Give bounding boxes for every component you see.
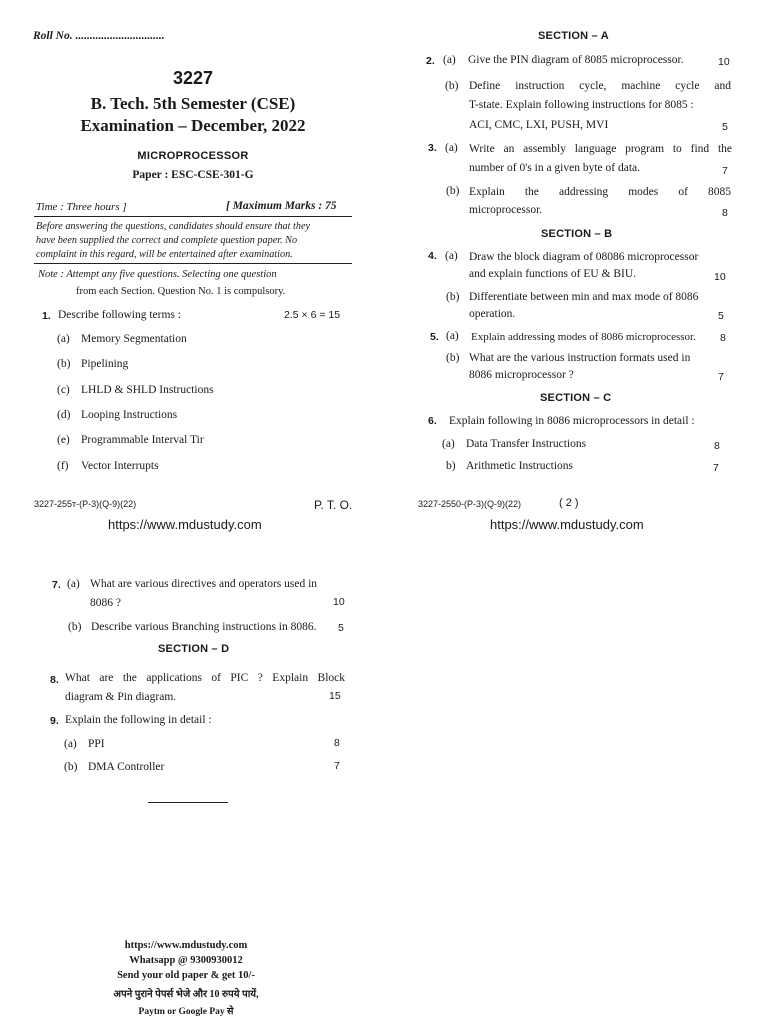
q9a-text: PPI <box>88 738 105 750</box>
q8-line2: diagram & Pin diagram. <box>65 691 177 703</box>
q7b-marks: 5 <box>338 622 344 634</box>
q2a-text: Give the PIN diagram of 8085 microprocessor. <box>468 54 684 66</box>
q1-text: Describe following terms : <box>58 309 181 321</box>
q7a-line2: 8086 ? <box>90 597 121 609</box>
list-item: (c) LHLD & SHLD Instructions <box>57 384 214 396</box>
left-footer-code: 3227-255т-(P-3)(Q-9)(22) <box>34 499 137 509</box>
q3b-label: (b) <box>446 185 460 197</box>
q6b-text: Arithmetic Instructions <box>466 460 573 472</box>
q5-number: 5. <box>430 331 439 343</box>
q7b-label: (b) <box>68 621 82 633</box>
time-label: Time : Three hours ] <box>36 201 127 213</box>
q6b-label: b) <box>446 460 456 472</box>
q3-number: 3. <box>428 142 437 154</box>
subject-title: MICROPROCESSOR <box>137 150 249 162</box>
note-line1: Note : Attempt any five questions. Selecting one question <box>38 269 277 280</box>
paper-code: 3227 <box>172 68 214 88</box>
q6a-text: Data Transfer Instructions <box>466 438 587 450</box>
section-c-heading: SECTION – C <box>540 392 612 404</box>
q9a-label: (a) <box>64 738 77 750</box>
q8-marks: 15 <box>329 690 341 702</box>
q4b-line1: Differentiate between min and max mode of 8086 <box>469 291 699 303</box>
promo-hindi: अपने पुराने पेपर्स भेजे और 10 रुपये पायें, <box>113 989 259 1000</box>
q6-text: Explain following in 8086 microprocessors in detail : <box>449 415 695 427</box>
q9-number: 9. <box>50 715 59 727</box>
promo-payment: Paytm or Google Pay से <box>138 1007 234 1017</box>
list-item: (d) Looping Instructions <box>57 409 178 421</box>
q4b-line2: operation. <box>469 308 516 320</box>
q6b-marks: 7 <box>713 462 719 474</box>
q7a-marks: 10 <box>333 596 345 608</box>
instructions-rule <box>34 263 352 264</box>
q3b-line1: Explain the addressing modes of 8085 <box>469 186 731 198</box>
q2b-line1: Define instruction cycle, machine cycle and <box>469 80 731 92</box>
q5b-marks: 7 <box>718 371 724 383</box>
q4a-label: (a) <box>445 250 458 262</box>
header-rule <box>34 216 352 217</box>
q5b-line2: 8086 microprocessor ? <box>469 369 574 381</box>
right-url[interactable]: https://www.mdustudy.com <box>490 517 644 532</box>
q3a-label: (a) <box>445 142 458 154</box>
roll-no: Roll No. ............................... <box>33 30 165 42</box>
q4a-marks: 10 <box>714 271 726 283</box>
pto-label: P. T. O. <box>314 498 353 512</box>
q9-text: Explain the following in detail : <box>65 714 212 726</box>
q2b-line3: ACI, CMC, LXI, PUSH, MVI <box>469 119 609 131</box>
page-number: ( 2 ) <box>559 497 579 509</box>
paper-code-line: Paper : ESC-CSE-301-G <box>132 169 254 181</box>
q4a-line1: Draw the block diagram of 08086 microprocessor <box>469 251 699 263</box>
section-b-heading: SECTION – B <box>541 228 613 240</box>
promo-send-paper: Send your old paper & get 10/- <box>117 970 255 981</box>
q2a-marks: 10 <box>718 56 730 68</box>
note-line2: from each Section. Question No. 1 is compulsory. <box>76 286 286 297</box>
q8-number: 8. <box>50 674 59 686</box>
list-item: (e) Programmable Interval Tir <box>57 434 204 446</box>
q8-line1: What are the applications of PIC ? Explain Block <box>65 672 345 684</box>
q7a-label: (a) <box>67 578 80 590</box>
max-marks-label: [ Maximum Marks : 75 <box>226 200 337 212</box>
q9a-marks: 8 <box>334 737 340 749</box>
q7b-text: Describe various Branching instructions in 8086. <box>91 621 317 633</box>
q2a-label: (a) <box>443 54 456 66</box>
q3b-line2: microprocessor. <box>469 204 543 216</box>
q5b-label: (b) <box>446 352 460 364</box>
q2b-line2: T-state. Explain following instructions for 8085 : <box>469 99 694 111</box>
section-a-heading: SECTION – A <box>538 30 609 42</box>
q5b-line1: What are the various instruction formats used in <box>469 352 691 364</box>
q5a-text: Explain addressing modes of 8086 microprocessor. <box>471 331 696 343</box>
section-d-heading: SECTION – D <box>158 643 230 655</box>
instructions-line2: have been supplied the correct and complete question paper. No <box>36 235 298 246</box>
q1-number: 1. <box>42 310 51 322</box>
promo-whatsapp: Whatsapp @ 9300930012 <box>129 955 243 966</box>
q7-number: 7. <box>52 579 61 591</box>
q9b-text: DMA Controller <box>88 761 165 773</box>
q6a-label: (a) <box>442 438 455 450</box>
q7a-line1: What are various directives and operators used in <box>90 578 318 590</box>
q3a-line2: number of 0's in a given byte of data. <box>469 162 641 174</box>
q6-number: 6. <box>428 415 437 427</box>
q1-marks: 2.5 × 6 = 15 <box>284 309 341 321</box>
q9b-label: (b) <box>64 761 78 773</box>
course-title: B. Tech. 5th Semester (CSE) <box>90 94 296 113</box>
list-item: (b) Pipelining <box>57 358 129 370</box>
q3b-marks: 8 <box>722 207 728 219</box>
exam-title: Examination – December, 2022 <box>80 116 306 135</box>
end-rule <box>148 802 228 803</box>
q4-number: 4. <box>428 250 437 262</box>
q5a-marks: 8 <box>720 332 726 344</box>
q3a-marks: 7 <box>722 165 728 177</box>
instructions-line3: complaint in this regard, will be entertained after examination. <box>36 249 293 260</box>
q9b-marks: 7 <box>334 760 340 772</box>
q3a-line1: Write an assembly language program to find the <box>469 143 732 155</box>
q4a-line2: and explain functions of EU & BIU. <box>469 268 637 280</box>
right-footer-code: 3227-2550-(P-3)(Q-9)(22) <box>418 499 522 509</box>
instructions-line1: Before answering the questions, candidates should ensure that they <box>36 221 310 232</box>
list-item: (a) Memory Segmentation <box>57 333 187 345</box>
q2b-label: (b) <box>445 80 459 92</box>
q5a-label: (a) <box>446 330 459 342</box>
q2-number: 2. <box>426 55 435 67</box>
q2b-marks: 5 <box>722 121 728 133</box>
q4b-marks: 5 <box>718 310 724 322</box>
left-url[interactable]: https://www.mdustudy.com <box>108 517 262 532</box>
list-item: (f) Vector Interrupts <box>57 460 159 472</box>
promo-url[interactable]: https://www.mdustudy.com <box>124 940 248 951</box>
q6a-marks: 8 <box>714 440 720 452</box>
q4b-label: (b) <box>446 291 460 303</box>
